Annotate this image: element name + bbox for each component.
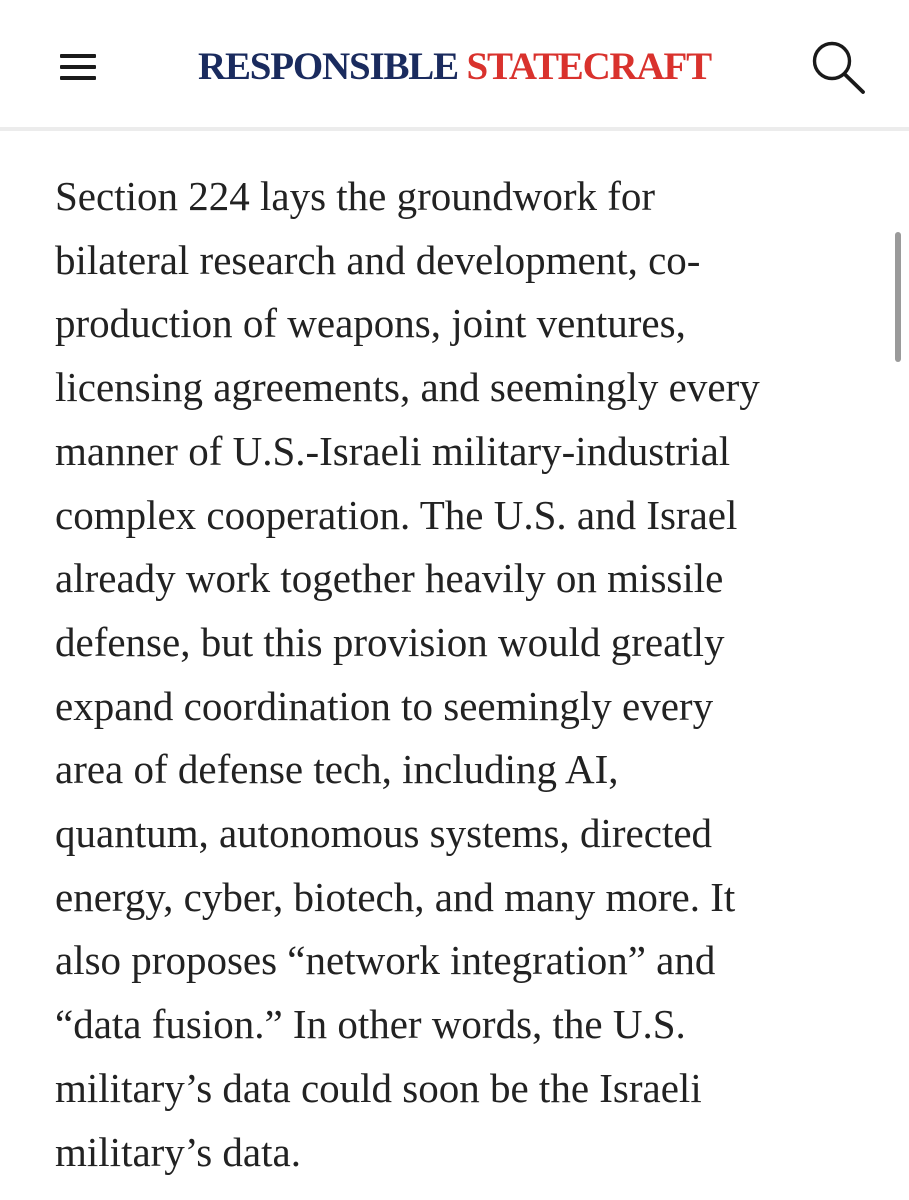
site-logo[interactable] — [198, 42, 711, 92]
article-line: Section 224 lays the groundwork for — [55, 173, 656, 219]
menu-bar — [60, 54, 96, 58]
article-body — [55, 165, 855, 1184]
article-line: production of weapons, joint ventures, — [55, 300, 686, 347]
article-line: quantum, autonomous systems, directed — [55, 810, 713, 857]
article-line: energy, cyber, biotech, and many more. It — [55, 873, 736, 920]
article-line: bilateral research and development, co- — [55, 236, 701, 283]
search-button[interactable] — [808, 38, 868, 96]
article-line: licensing agreements, and seemingly every — [55, 364, 760, 411]
article-line: military’s data. — [55, 1128, 301, 1175]
site-header — [0, 0, 909, 131]
menu-bar — [60, 76, 96, 80]
article-line: manner of U.S.-Israeli military-industrial — [55, 427, 731, 474]
scrollbar-thumb[interactable] — [895, 232, 901, 362]
article-line: complex cooperation. The U.S. and Israel — [55, 491, 738, 538]
menu-bar — [60, 65, 96, 69]
article-line: military’s data could soon be the Israeli — [55, 1064, 702, 1111]
logo-word-responsible: RESPONSIBLE — [198, 45, 458, 88]
logo-word-statecraft: STATECRAFT — [466, 45, 711, 88]
hamburger-menu-icon[interactable] — [58, 52, 98, 82]
article-line: area of defense tech, including AI, — [55, 746, 619, 793]
article-line: expand coordination to seemingly every — [55, 682, 714, 729]
search-icon — [808, 38, 868, 96]
article-line: defense, but this provision would greatly — [55, 618, 725, 665]
article-line: “data fusion.” In other words, the U.S. — [55, 1001, 686, 1048]
article-line: already work together heavily on missile — [55, 555, 724, 602]
article-line: also proposes “network integration” and — [55, 937, 716, 984]
